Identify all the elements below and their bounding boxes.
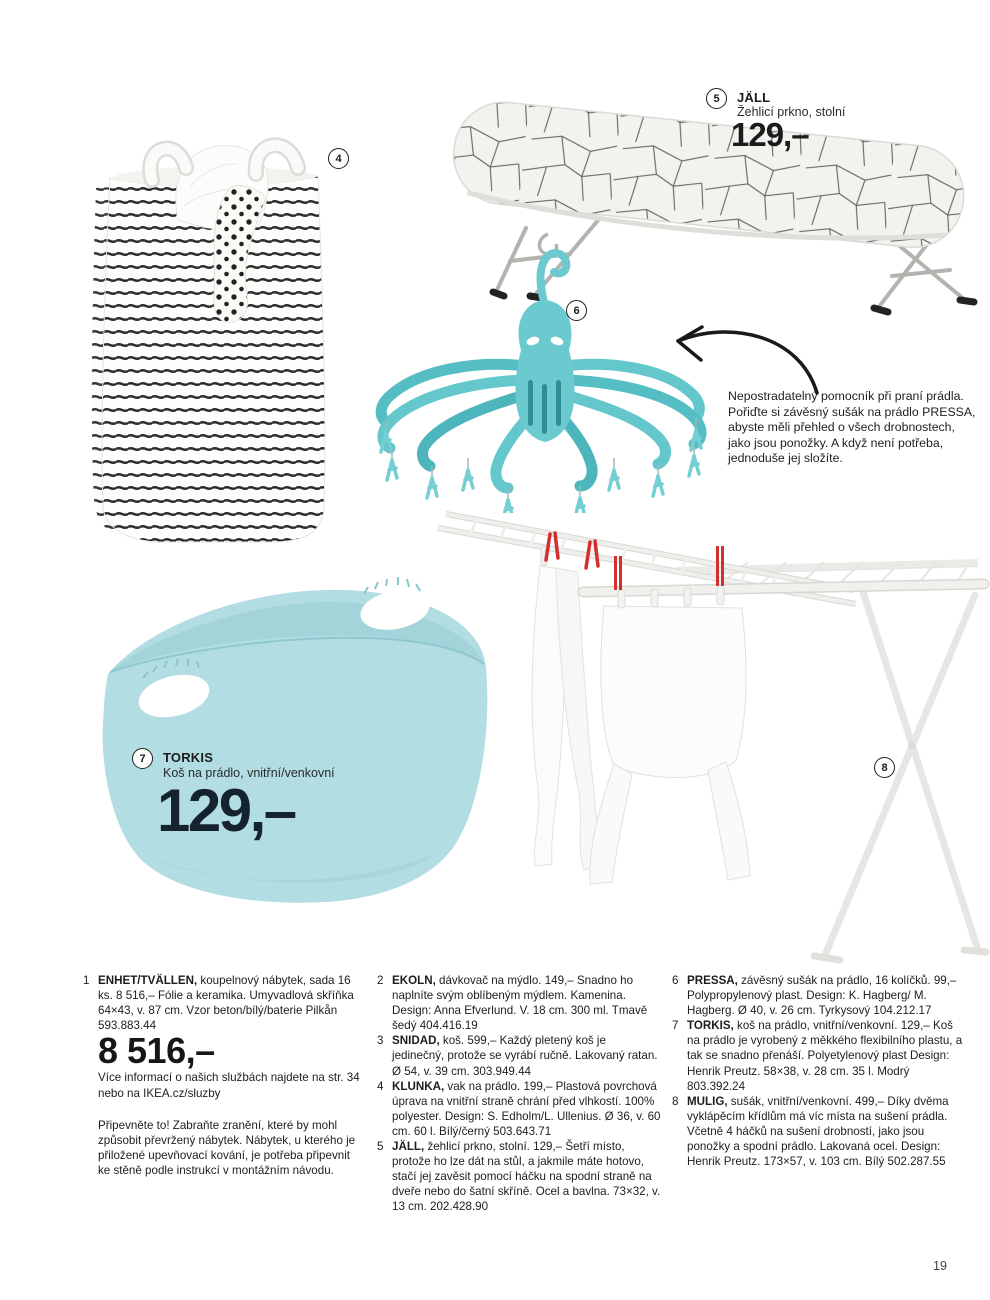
item-number: 8 [672,1094,679,1108]
services-note: Více informací o našich službách najdete na str. 34 nebo na IKEA.cz/sluzby [98,1071,360,1100]
product-desc: koš. 599,– Každý pletený koš je jedinečný, protože se vyrábí ručně. Lakovaný ratan. Ø 54, v. 39 cm. 303.949.44 [392,1034,658,1078]
octopus-hook [541,253,567,302]
rack-legs [825,592,978,955]
product-name: EKOLN, [392,974,436,987]
product-detail-item [377,1033,661,1078]
product-detail-item [672,1094,965,1169]
item-number: 6 [672,974,679,987]
item-text [392,973,661,1033]
badge-6: 6 [566,300,587,321]
product-desc: koupelnový nábytek, sada 16 ks. 8 516,– Fólie a keramika. Umyvadlová skříňka 64×43, v. 87 cm. Vzor beton/bílý/baterie Pilkån 593.883.44 [98,974,354,1033]
safety-warning: Připevněte to! Zabraňte zranění, které by mohl způsobit převržený nábytek. Nábytek, u kterého je přiložené upevňovací kování, je potřeba připevnit ke stěně podle instrukcí v montážním návodu. [98,1118,356,1177]
details-column-1 [83,973,365,1178]
product-name: JÄLL, [392,1140,425,1154]
item-text [392,1139,661,1214]
item-number: 2 [377,974,384,987]
product-detail-item [377,973,661,1033]
jall-product-name: JÄLL [737,90,771,105]
enhet-big-price: 8 516,– [98,1030,215,1072]
item-number: 4 [377,1079,384,1093]
product-desc: žehlicí prkno, stolní. 129,– Šetří místo, protože ho lze dát na stůl, a jakmile máte hotovo, stačí jej zavěsit pomocí háčku na spodní straně na dveře nebo do šatní skříně. Ocel a bavlna. 73×32, v. 13 cm. 202.428.90 [392,1140,661,1214]
product-name: ENHET/TVÄLLEN, [98,974,198,987]
product-desc: sušák, vnitřní/venkovní. 499,– Díky dvěma vyklápěcím křídlům má víc místa na sušení prádla. Včetně 4 háčků na sušení drobností, jako jsou ponožky a spodní prádlo. Lakovaná ocel. Design: Henrik Preutz. 173×57, v. 103 cm. Bílý 502.287.55 [687,1094,949,1169]
badge-5: 5 [706,88,727,109]
product-detail-item [377,1079,661,1139]
item-text [687,1018,965,1093]
torkis-price: 129,– [157,777,295,844]
product-detail-item [672,1018,965,1093]
product-detail-item [672,973,965,1018]
item-number: 5 [377,1140,384,1154]
item-text [392,1079,661,1139]
torkis-product-type: Koš na prádlo, vnitřní/venkovní [163,766,335,780]
page-number: 19 [933,1259,947,1273]
item-number: 1 [83,974,90,987]
jall-price: 129,– [731,116,809,153]
item-number: 7 [672,1019,679,1033]
hanging-tights [532,566,600,870]
board-top [448,97,968,257]
badge-4: 4 [328,148,349,169]
product-name: KLUNKA, [392,1079,445,1093]
torkis-product-name: TORKIS [163,750,214,765]
product-desc: závěsný sušák na prádlo, 16 kolíčků. 99,– Polypropylenový plast. Design: K. Hagberg/ M. Hagberg. Ø 40, v. 26 cm. Tyrkysový 104.212.17 [687,974,957,1018]
product-name: TORKIS, [687,1019,734,1033]
badge-8: 8 [874,757,895,778]
klunka-laundry-bag-image [80,128,350,548]
item-text [687,1094,965,1169]
product-detail-item [377,1139,661,1214]
product-desc: vak na prádlo. 199,– Plastová povrchová úprava na vnitřní straně chrání před vlhkostí. 100% polyester. Design: S. Edholm/L. Ullenius. Ø 36, v. 60 cm. 60 l. Bílý/černý 503.643.71 [392,1079,661,1138]
product-desc: koš na prádlo, vnitřní/venkovní. 129,– Koš na prádlo je vyrobený z měkkého flexibilního plastu, a tak se snadno přenáší. Polyetylenový plast Design: Henrik Preutz. 58×38, v. 28 cm. 35 l. Modrý 803.392.24 [687,1019,963,1093]
product-name: PRESSA, [687,974,738,987]
item-text [392,1033,661,1078]
details-column-3 [672,973,965,1169]
item-text [98,973,365,1033]
mulig-drying-rack-image [418,498,990,968]
badge-7: 7 [132,748,153,769]
pressa-annotation: Nepostradatelný pomocník při praní prádla. Pořiďte si závěsný sušák na prádlo PRESSA, abyste měli přehled o všech drobnostech, jako jsou ponožky. A když není potřeba, jednoduše jej složíte. [728,389,976,466]
item-text [687,973,965,1018]
details-column-2 [377,973,661,1215]
rack-feet [814,950,986,960]
jall-product-type: Žehlicí prkno, stolní [737,105,846,119]
product-detail-item [83,973,365,1033]
product-desc: dávkovač na mýdlo. 149,– Snadno ho naplníte svým oblíbeným mýdlem. Kamenina. Design: Anna Efverlund. V. 18 cm. 300 ml. Tmavě šedý 404.416.19 [392,974,648,1033]
hanging-shirt [590,606,750,884]
product-name: SNIDAD, [392,1034,440,1048]
product-name: MULIG, [687,1094,728,1108]
item-number: 3 [377,1034,384,1048]
